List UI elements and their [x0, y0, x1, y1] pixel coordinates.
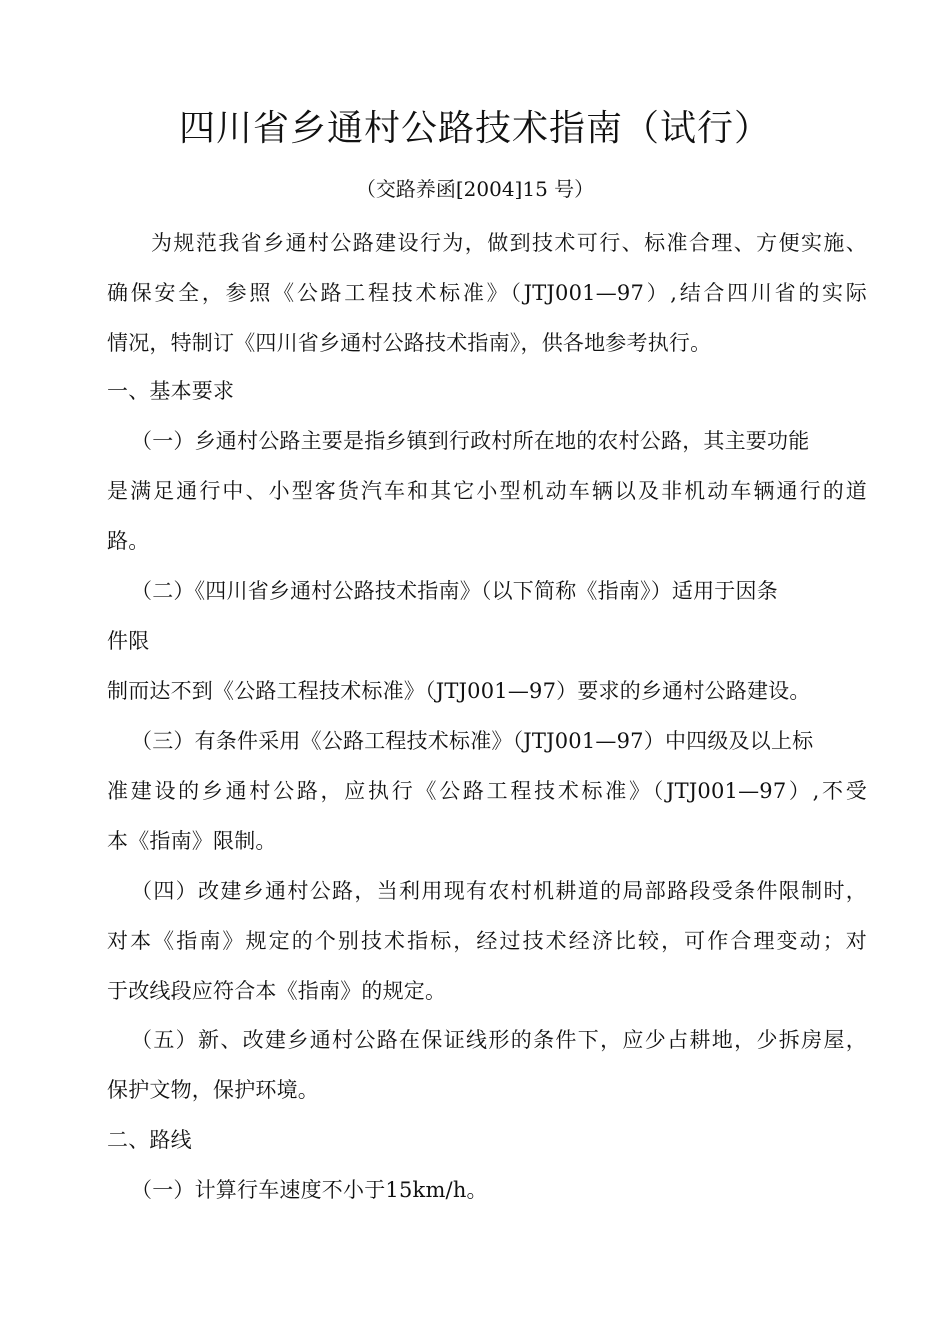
- paragraph-line: （五）新、改建乡通村公路在保证线形的条件下，应少占耕地，少拆房屋，: [131, 1028, 867, 1052]
- paragraph-line: （一）计算行车速度不小于15km/h。: [131, 1178, 488, 1202]
- paragraph-line: （三）有条件采用《公路工程技术标准》（JTJ001—97）中四级及以上标: [131, 729, 814, 753]
- document-title: 四川省乡通村公路技术指南（试行）: [178, 108, 771, 149]
- paragraph-line: 为规范我省乡通村公路建设行为，做到技术可行、标准合理、方便实施、: [151, 231, 867, 255]
- paragraph-line: 件限: [107, 629, 150, 653]
- paragraph-line: 于改线段应符合本《指南》的规定。: [107, 979, 447, 1003]
- paragraph-line: 对本《指南》规定的个别技术指标，经过技术经济比较，可作合理变动；对: [107, 929, 867, 953]
- paragraph-line: 情况，特制订《四川省乡通村公路技术指南》，供各地参考执行。: [107, 331, 712, 355]
- paragraph-line: 保护文物，保护环境。: [107, 1078, 319, 1102]
- section-heading: 一、基本要求: [107, 379, 235, 403]
- document-subtitle: （交路养函[2004]15 号）: [355, 177, 595, 201]
- section-heading: 二、路线: [107, 1128, 192, 1152]
- paragraph-line: （一）乡通村公路主要是指乡镇到行政村所在地的农村公路，其主要功能: [131, 429, 810, 453]
- paragraph-line: 本《指南》限制。: [107, 829, 277, 853]
- paragraph-line: 确保安全，参照《公路工程技术标准》（JTJ001—97）,结合四川省的实际: [107, 281, 867, 305]
- paragraph-line: （四）改建乡通村公路，当利用现有农村机耕道的局部路段受条件限制时，: [131, 879, 867, 903]
- paragraph-line: 路。: [107, 529, 150, 553]
- paragraph-line: 制而达不到《公路工程技术标准》（JTJ001—97）要求的乡通村公路建设。: [107, 679, 811, 703]
- paragraph-line: 是满足通行中、小型客货汽车和其它小型机动车辆以及非机动车辆通行的道: [107, 479, 867, 503]
- paragraph-line: 准建设的乡通村公路，应执行《公路工程技术标准》（JTJ001—97）,不受: [107, 779, 867, 803]
- paragraph-line: （二）《四川省乡通村公路技术指南》（以下简称《指南》）适用于因条: [131, 579, 778, 603]
